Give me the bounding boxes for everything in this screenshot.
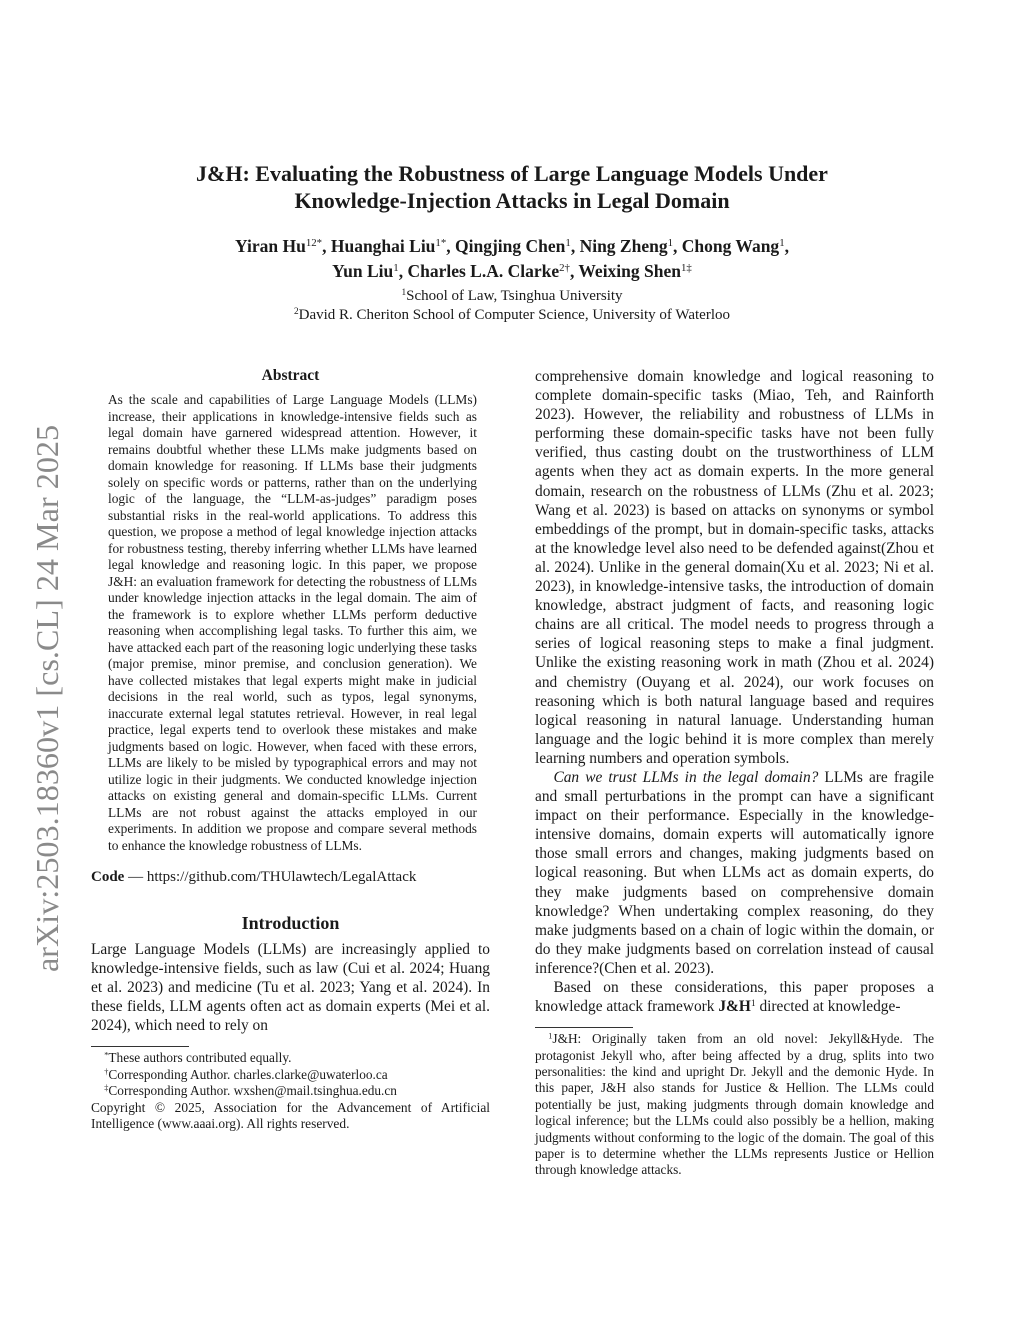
footnote-mark: 1 [548,1031,553,1041]
footnote-text: These authors contributed equally. [108,1050,292,1066]
abstract-heading: Abstract [261,367,320,384]
author-name: Yiran Hu [235,236,306,256]
footnote-text: Corresponding Author. charles.clarke@uwaterloo.ca [108,1066,388,1082]
paper-title [120,160,904,214]
affiliation-line [120,287,904,306]
right-column [535,367,934,1179]
author-line-1: Yiran $Hu^{12*}$, Huanghai Liu$^{1*}$, Qingjing Chen$^1$, Ning Zheng$^1$, Chong Wang$^1$, [235,236,789,256]
paragraph-text: directed at knowledge- [755,998,901,1016]
footnote-mark: * [104,1050,109,1060]
code-label: Code [91,869,125,885]
footnote-corresponding-author [91,1083,490,1099]
abstract-text: As the scale and capabilities of Large Language Models (LLMs) increase, their applications in knowledge-intensive fields such as legal domain have garnered widespread attention. However, it remains doubtful whether these LLMs make judgments based on domain knowledge for reasoning. If LLMs base their judgments solely on specific words or patterns, rather than on the underlying logic of the language, the “LLM-as-judges” paradigm poses substantial risks in the real-world applications. To address this question, we propose a method of legal knowledge injection attacks for robustness testing, thereby inferring whether LLMs have learned legal knowledge and reasoning logic. In this paper, we propose J&H: an evaluation framework for detecting the robustness of LLMs under knowledge injection attacks in the legal domain. The aim of the framework is to explore whether LLMs perform deductive reasoning when accomplishing legal tasks. To further this aim, we have attacked each part of the reasoning logic underlying these tasks (major premise, minor premise, and conclusion generation). We have collected mistakes that legal experts might make in judicial decisions in the real world, such as typos, legal synonyms, inaccurate external legal statutes retrieval. However, in real legal practice, legal experts tend to overlook these mistakes and make judgments based on logic. However, when faced with these errors, LLMs are likely to be misled by typographical errors and may not utilize logic in their judgments. We conducted knowledge injection attacks on existing general and domain-specific LLMs. Current LLMs are not robust against the attacks employed in our experiments. In addition we propose and compare several methods to enhance the knowledge robustness of LLMs. [108,392,477,853]
left-column [91,366,490,1133]
copyright-notice: Copyright © 2025, Association for the Advancement of Artificial Intelligence (www.aaai.org). All rights reserved. [91,1099,490,1132]
arxiv-identifier: arXiv:2503.18360v1 [cs.CL] 24 Mar 2025 [29,424,65,972]
body-paragraph: comprehensive domain knowledge and logical reasoning to complete domain-specific tasks (Miao, Teh, and Rainforth 2023). However, the reliability and robustness of LLMs in performing these domain-specific tasks have not been fully verified, thus casting doubt on the trustworthiness of LLM agents when they act as domain experts. In the more general domain, research on the robustness of LLMs (Zhu et al. 2023; Wang et al. 2023) is based on attacks on synonyms or symbol embeddings of the prompt, but in domain-specific tasks, attacks at the knowledge level also need to be defended against(Zhou et al. 2024). Unlike in the general domain(Xu et al. 2023; Ni et al. 2023), in knowledge-intensive tasks, the introduction of domain knowledge, abstract judgment of facts, and reasoning logic chains are all critical. The model needs to progress through a series of logical reasoning steps to make a final judgment. Unlike the existing reasoning work in math (Zhou et al. 2024) and chemistry (Ouyang et al. 2024), our work focuses on reasoning which is both natural language based and requires logical reasoning in natural lanuage. Understanding human language and the logic behind it is more complex than merely learning numbers and operation symbols. [535,368,934,767]
footnote-text: Corresponding Author. wxshen@mail.tsinghua.edu.cn [108,1083,397,1099]
author-affiliation-mark: 1 [667,237,673,250]
footnote-jekyll-hyde [535,1031,934,1179]
footnotes [91,1050,490,1099]
body-paragraph [535,978,934,1016]
affiliation-text: David R. Cheriton School of Computer Science, University of Waterloo [298,307,730,323]
paragraph-text: Based on these considerations, this paper proposes a knowledge attack framework [535,979,934,1016]
italic-question: Can we trust LLMs in the legal domain? [553,768,819,786]
footnote-equal-contribution [91,1050,490,1066]
footnote-corresponding-author [91,1067,490,1083]
author-affiliation-mark: 1 [393,262,399,275]
affiliation-mark: 1 [401,287,407,298]
affiliation-mark: 2 [293,306,299,317]
framework-name: J&H [718,998,751,1016]
author-name: Chong Wang [681,236,780,256]
code-link[interactable]: https://github.com/THUlawtech/LegalAttack [146,869,417,885]
author-name: Yun Liu [332,261,394,281]
body-paragraph [535,768,934,978]
author-affiliation-mark: 1 [565,237,571,250]
author-name: Ning Zheng [579,236,668,256]
introduction-heading: Introduction [241,913,340,933]
footnote-mark: ‡ [104,1083,109,1093]
code-line [91,868,490,887]
title-line-1: J&H: Evaluating the Robustness of Large Language Models Under [196,161,828,186]
title-line-2: Knowledge-Injection Attacks in Legal Domain [294,188,730,213]
paragraph-text: LLMs are fragile and small perturbations in the prompt can have a significant impact on their performance. Especially in the knowledge-intensive domains, domain experts will automatically ignore those small errors and changes, making judgments based on logical reasoning. But when LLMs act as domain experts, do they make judgments based on comprehensive domain knowledge? When undertaking complex reasoning, do they make judgments based on a chain of logic within the domain, or do they make judgments based on correlation instead of causal inference?(Chen et al. 2023). [535,768,934,977]
author-affiliation-mark: 2† [559,262,570,275]
footnote-mark: † [104,1067,109,1077]
author-affiliation-mark: 1 [779,237,785,250]
author-name: Qingjing Chen [455,236,566,256]
author-name: Charles L.A. Clarke [407,261,560,281]
affiliations [120,287,904,325]
affiliation-text: School of Law, Tsinghua University [406,288,623,304]
code-separator: — [124,869,147,885]
author-affiliation-mark: 12* [305,237,323,250]
footnote-divider [535,1027,633,1028]
footnote-reference: 1 [750,997,756,1009]
author-name: Weixing Shen [578,261,681,281]
author-affiliation-mark: 1* [435,237,447,250]
author-name: Huanghai Liu [330,236,436,256]
author-affiliation-mark: 1‡ [681,262,692,275]
author-line-2: Yun Liu$^1$, Charles L.A. Clarke$^{2\dagger}$, Weixing Shen$^{1\ddagger}$ [332,261,692,281]
affiliation-line [120,306,904,325]
footnote-divider [91,1046,189,1047]
introduction-paragraph: Large Language Models (LLMs) are increasingly applied to knowledge-intensive fields, such as law (Cui et al. 2024; Huang et al. 2023) and medicine (Tu et al. 2023; Yang et al. 2024). In these fields, LLM agents often act as domain experts (Mei et al. 2024), which need to rely on [91,941,490,1035]
footnote-text: J&H: Originally taken from an old novel: Jekyll&Hyde. The protagonist Jekyll who, after being affected by a drug, splits into two personalities: the kind and upright Dr. Jekyll and the demonic Hyde. In this paper, J&H also stands for Justice & Hellion. The LLMs could potentially be just, making judgments through domain knowledge and logical inference; but the LLMs could also possibly be a hellion, making judgments without conforming to the logic of the domain. The goal of this paper is to determine whether the LLMs represents Justice or Hellion through knowledge attacks. [535,1031,934,1178]
author-list [100,234,924,284]
